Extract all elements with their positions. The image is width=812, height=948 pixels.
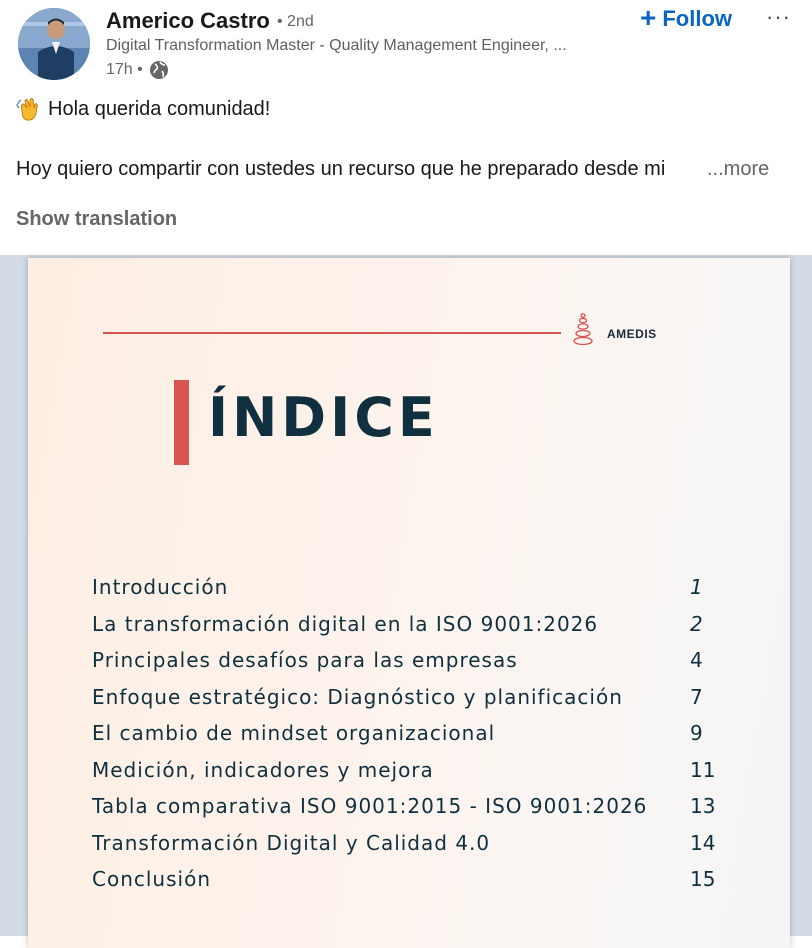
toc-entry-page: 9 bbox=[690, 721, 703, 745]
document-viewer[interactable] bbox=[0, 255, 812, 936]
toc-entry-page: 7 bbox=[690, 684, 703, 709]
toc-row bbox=[92, 794, 732, 831]
more-options-button[interactable]: ··· bbox=[766, 4, 791, 29]
toc-entry-page: 15 bbox=[690, 867, 716, 891]
avatar-photo bbox=[18, 8, 90, 80]
toc-entry-title: La transformación digital en la ISO 9001:2026 bbox=[92, 611, 599, 636]
post-meta bbox=[106, 60, 169, 80]
toc-row bbox=[92, 612, 732, 649]
toc-row bbox=[92, 867, 732, 904]
toc-entry-page: 13 bbox=[690, 794, 716, 818]
toc-entry-title: El cambio de mindset organizacional bbox=[92, 721, 496, 745]
follow-button[interactable] bbox=[640, 3, 732, 35]
post-time: 17h • bbox=[106, 61, 143, 78]
post-text-line-1 bbox=[16, 96, 270, 122]
post-greeting: Hola querida comunidad! bbox=[48, 97, 271, 120]
show-translation-link[interactable]: Show translation bbox=[16, 208, 178, 230]
toc-row bbox=[92, 575, 732, 612]
stacked-stones-logo-icon bbox=[572, 312, 594, 346]
toc-row bbox=[92, 758, 732, 795]
toc-entry-page: 14 bbox=[690, 830, 716, 855]
toc-entry-title: Introducción bbox=[92, 575, 229, 599]
waving-hand-icon bbox=[16, 96, 42, 122]
post-header bbox=[0, 0, 812, 255]
author-name[interactable]: Americo Castro bbox=[106, 8, 270, 33]
toc-entry-title: Principales desafíos para las empresas bbox=[92, 648, 518, 672]
toc-entry-page: 11 bbox=[690, 757, 716, 782]
toc-entry-title: Conclusión bbox=[92, 867, 211, 891]
author-headline: Digital Transformation Master - Quality Management Engineer, ... bbox=[106, 37, 567, 54]
document-page bbox=[28, 258, 790, 948]
toc-entry-title: Tabla comparativa ISO 9001:2015 - ISO 9001:2026 bbox=[92, 794, 648, 818]
page-title: ÍNDICE bbox=[208, 386, 439, 449]
follow-label: Follow bbox=[662, 6, 733, 31]
table-of-contents bbox=[92, 575, 732, 904]
toc-entry-page: 2 bbox=[690, 611, 703, 636]
toc-entry-title: Medición, indicadores y mejora bbox=[92, 757, 434, 782]
post-text-line-2: Hoy quiero compartir con ustedes un recurso que he preparado desde mi bbox=[16, 158, 666, 180]
brand-name: AMEDIS bbox=[607, 327, 657, 341]
toc-row bbox=[92, 685, 732, 722]
globe-icon bbox=[149, 60, 169, 80]
toc-entry-title: Enfoque estratégico: Diagnóstico y planificación bbox=[92, 684, 623, 709]
toc-row bbox=[92, 648, 732, 685]
connection-degree: • 2nd bbox=[277, 13, 314, 30]
header-rule bbox=[103, 332, 561, 334]
toc-entry-page: 1 bbox=[690, 575, 703, 599]
toc-entry-page: 4 bbox=[690, 648, 703, 672]
plus-icon: + bbox=[640, 1, 657, 33]
author-avatar[interactable] bbox=[18, 8, 90, 80]
toc-entry-title: Transformación Digital y Calidad 4.0 bbox=[92, 830, 491, 855]
title-accent-bar bbox=[174, 380, 189, 465]
see-more-link[interactable]: ...more bbox=[707, 158, 770, 180]
toc-row bbox=[92, 831, 732, 868]
toc-row bbox=[92, 721, 732, 758]
